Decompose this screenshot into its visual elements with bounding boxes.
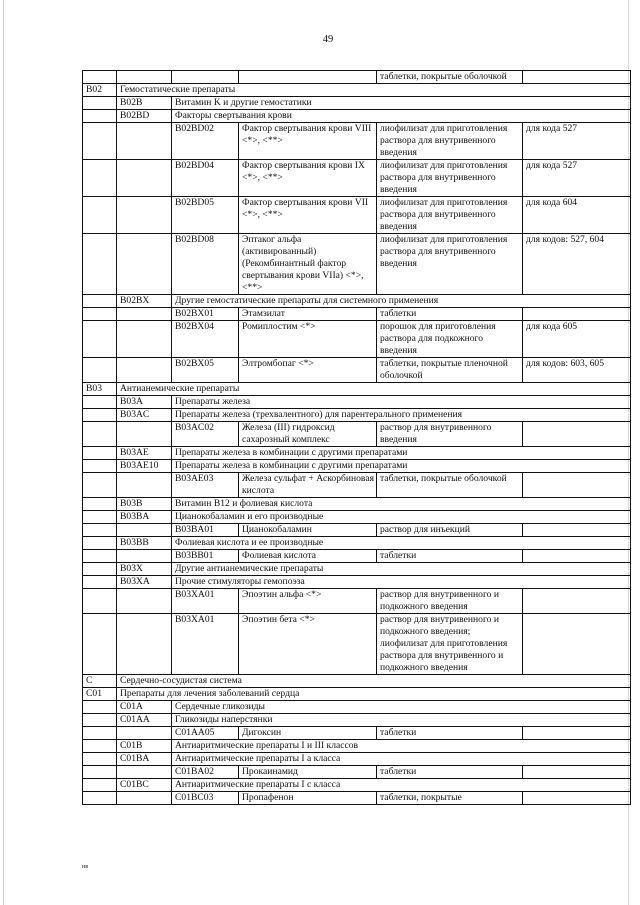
subgroup-code-cell: B02BD — [117, 110, 172, 123]
table-row — [83, 727, 631, 740]
table-row — [83, 84, 631, 97]
empty-cell — [83, 614, 117, 675]
note-cell — [523, 71, 631, 84]
drug-name-cell: Железа сульфат + Аскорбиновая кислота — [239, 473, 377, 498]
empty-cell — [117, 71, 172, 84]
note-cell — [523, 614, 631, 675]
empty-cell — [117, 308, 172, 321]
empty-cell — [117, 614, 172, 675]
dosage-form-cell: раствор для внутривенного и подкожного введения — [377, 589, 523, 614]
drug-name-cell: Эптаког альфа (активированный) (Рекомбинантный фактор свертывания крови VIIa) <*>, <**> — [239, 234, 377, 295]
empty-cell — [83, 409, 117, 422]
empty-cell — [83, 308, 117, 321]
dosage-form-cell: таблетки — [377, 550, 523, 563]
table-row — [83, 234, 631, 295]
table-row — [83, 71, 631, 84]
table-row — [83, 97, 631, 110]
empty-cell — [83, 740, 117, 753]
table-row — [83, 779, 631, 792]
subgroup-name-cell: Витамин B12 и фолиевая кислота — [172, 498, 631, 511]
subgroup-name-cell: Препараты железа в комбинации с другими препаратами — [172, 460, 631, 473]
drug-code-cell: B02BX01 — [172, 308, 239, 321]
table-row — [83, 110, 631, 123]
drug-code-cell: B02BX05 — [172, 358, 239, 383]
table-row — [83, 160, 631, 197]
note-cell — [523, 766, 631, 779]
drug-name-cell: Эпоэтин бета <*> — [239, 614, 377, 675]
empty-cell — [83, 753, 117, 766]
drug-code-cell: B03XA01 — [172, 614, 239, 675]
subgroup-name-cell: Гликозиды наперстянки — [172, 714, 631, 727]
drug-classification-table — [82, 70, 631, 805]
subgroup-name-cell: Препараты железа — [172, 396, 631, 409]
subgroup-name-cell: Другие антианемические препараты — [172, 563, 631, 576]
drug-code-cell: B03BA01 — [172, 524, 239, 537]
subgroup-name-cell: Цианокобаламин и его производные — [172, 511, 631, 524]
empty-cell — [83, 524, 117, 537]
subgroup-code-cell: B03AE10 — [117, 460, 172, 473]
empty-cell — [83, 358, 117, 383]
subgroup-code-cell: B03X — [117, 563, 172, 576]
table-row — [83, 537, 631, 550]
empty-cell — [83, 589, 117, 614]
drug-name-cell: Пропафенон — [239, 792, 377, 805]
footer-mark: нв — [82, 864, 89, 870]
empty-cell — [117, 160, 172, 197]
table-row — [83, 447, 631, 460]
note-cell — [523, 589, 631, 614]
dosage-form-cell: таблетки — [377, 766, 523, 779]
drug-code-cell: B03AE03 — [172, 473, 239, 498]
empty-cell — [117, 321, 172, 358]
subgroup-name-cell: Фолиевая кислота и ее производные — [172, 537, 631, 550]
empty-cell — [117, 766, 172, 779]
group-name-cell: Гемостатические препараты — [117, 84, 631, 97]
drug-code-cell — [172, 71, 239, 84]
dosage-form-cell: таблетки, покрытые — [377, 792, 523, 805]
drug-name-cell: Этамзилат — [239, 308, 377, 321]
dosage-form-cell: лиофилизат для приготовления раствора для внутривенного введения — [377, 123, 523, 160]
subgroup-code-cell: C01AA — [117, 714, 172, 727]
subgroup-code-cell: B03AE — [117, 447, 172, 460]
empty-cell — [117, 550, 172, 563]
group-code-cell: B03 — [83, 383, 117, 396]
empty-cell — [83, 727, 117, 740]
subgroup-code-cell: B03A — [117, 396, 172, 409]
empty-cell — [117, 589, 172, 614]
table-row — [83, 511, 631, 524]
table-row — [83, 589, 631, 614]
note-cell — [523, 550, 631, 563]
subgroup-code-cell: C01B — [117, 740, 172, 753]
subgroup-name-cell: Прочие стимуляторы гемопоэза — [172, 576, 631, 589]
empty-cell — [83, 197, 117, 234]
drug-name-cell: Железа (III) гидроксид сахарозный комплекс — [239, 422, 377, 447]
subgroup-name-cell: Витамин K и другие гемостатики — [172, 97, 631, 110]
dosage-form-cell: раствор для инъекций — [377, 524, 523, 537]
empty-cell — [83, 550, 117, 563]
note-cell — [523, 308, 631, 321]
table-row — [83, 396, 631, 409]
drug-name-cell: Фолиевая кислота — [239, 550, 377, 563]
empty-cell — [83, 537, 117, 550]
drug-name-cell: Фактор свертывания крови IX <*>, <**> — [239, 160, 377, 197]
empty-cell — [117, 422, 172, 447]
table-row — [83, 358, 631, 383]
table-row — [83, 383, 631, 396]
group-name-cell: Препараты для лечения заболеваний сердца — [117, 688, 631, 701]
subgroup-name-cell: Препараты железа в комбинации с другими препаратами — [172, 447, 631, 460]
subgroup-code-cell: C01BC — [117, 779, 172, 792]
table-row — [83, 308, 631, 321]
subgroup-name-cell: Сердечные гликозиды — [172, 701, 631, 714]
drug-code-cell: B03XA01 — [172, 589, 239, 614]
subgroup-code-cell: C01A — [117, 701, 172, 714]
empty-cell — [83, 110, 117, 123]
table-row — [83, 701, 631, 714]
drug-name-cell: Цианокобаламин — [239, 524, 377, 537]
group-code-cell: C01 — [83, 688, 117, 701]
table-row — [83, 675, 631, 688]
group-name-cell: Антианемические препараты — [117, 383, 631, 396]
table-row — [83, 688, 631, 701]
empty-cell — [117, 727, 172, 740]
empty-cell — [117, 234, 172, 295]
table-row — [83, 409, 631, 422]
table-row — [83, 321, 631, 358]
note-cell — [523, 524, 631, 537]
drug-name-cell: Элтромбопаг <*> — [239, 358, 377, 383]
dosage-form-cell: лиофилизат для приготовления раствора для внутривенного введения — [377, 160, 523, 197]
drug-name-cell: Фактор свертывания крови VII <*>, <**> — [239, 197, 377, 234]
empty-cell — [83, 473, 117, 498]
empty-cell — [83, 792, 117, 805]
table-row — [83, 460, 631, 473]
empty-cell — [83, 498, 117, 511]
table-row — [83, 550, 631, 563]
note-cell: для кода 604 — [523, 197, 631, 234]
drug-code-cell: B03BB01 — [172, 550, 239, 563]
scan-edge-left — [3, 0, 4, 905]
drug-code-cell: B03AC02 — [172, 422, 239, 447]
table-row — [83, 498, 631, 511]
drug-code-cell: B02BD08 — [172, 234, 239, 295]
subgroup-code-cell: B03BB — [117, 537, 172, 550]
table-row — [83, 563, 631, 576]
empty-cell — [83, 563, 117, 576]
table-row — [83, 473, 631, 498]
empty-cell — [83, 701, 117, 714]
dosage-form-cell: таблетки, покрытые пленочной оболочкой — [377, 358, 523, 383]
empty-cell — [117, 123, 172, 160]
drug-code-cell: B02BX04 — [172, 321, 239, 358]
page-number: 49 — [322, 34, 334, 45]
subgroup-code-cell: B03XA — [117, 576, 172, 589]
empty-cell — [83, 447, 117, 460]
empty-cell — [83, 576, 117, 589]
note-cell: для кодов: 527, 604 — [523, 234, 631, 295]
drug-code-cell: C01BA02 — [172, 766, 239, 779]
dosage-form-cell: таблетки — [377, 308, 523, 321]
empty-cell — [83, 396, 117, 409]
subgroup-name-cell: Антиаритмические препараты I и III классов — [172, 740, 631, 753]
empty-cell — [83, 321, 117, 358]
table-body — [83, 71, 631, 805]
subgroup-name-cell: Антиаритмические препараты I с класса — [172, 779, 631, 792]
drug-code-cell: C01BC03 — [172, 792, 239, 805]
empty-cell — [117, 358, 172, 383]
empty-cell — [83, 766, 117, 779]
subgroup-name-cell: Факторы свертывания крови — [172, 110, 631, 123]
drug-code-cell: B02BD02 — [172, 123, 239, 160]
drug-name-cell: Ромиплостим <*> — [239, 321, 377, 358]
empty-cell — [83, 97, 117, 110]
note-cell: для кода 527 — [523, 123, 631, 160]
subgroup-name-cell: Другие гемостатические препараты для системного применения — [172, 295, 631, 308]
group-code-cell: B02 — [83, 84, 117, 97]
table-row — [83, 295, 631, 308]
empty-cell — [83, 714, 117, 727]
empty-cell — [83, 234, 117, 295]
table-row — [83, 524, 631, 537]
drug-code-cell: B02BD05 — [172, 197, 239, 234]
dosage-form-cell: таблетки — [377, 727, 523, 740]
subgroup-name-cell: Антиаритмические препараты I а класса — [172, 753, 631, 766]
drug-code-cell: B02BD04 — [172, 160, 239, 197]
empty-cell — [117, 473, 172, 498]
table-row — [83, 614, 631, 675]
empty-cell — [83, 295, 117, 308]
subgroup-code-cell: B02BX — [117, 295, 172, 308]
empty-cell — [83, 123, 117, 160]
dosage-form-cell: порошок для приготовления раствора для подкожного введения — [377, 321, 523, 358]
group-name-cell: Сердечно-сосудистая система — [117, 675, 631, 688]
note-cell — [523, 792, 631, 805]
drug-name-cell: Эпоэтин альфа <*> — [239, 589, 377, 614]
drug-name-cell: Дигоксин — [239, 727, 377, 740]
subgroup-code-cell: B03BA — [117, 511, 172, 524]
empty-cell — [83, 422, 117, 447]
dosage-form-cell: лиофилизат для приготовления раствора для внутривенного введения — [377, 197, 523, 234]
drug-name-cell: Прокаинамид — [239, 766, 377, 779]
empty-cell — [83, 71, 117, 84]
subgroup-code-cell: B03B — [117, 498, 172, 511]
subgroup-name-cell: Препараты железа (трехвалентного) для парентерального применения — [172, 409, 631, 422]
table-row — [83, 714, 631, 727]
dosage-form-cell: таблетки, покрытые оболочкой — [377, 71, 523, 84]
note-cell — [523, 422, 631, 447]
subgroup-code-cell: B02B — [117, 97, 172, 110]
table-row — [83, 123, 631, 160]
drug-name-cell — [239, 71, 377, 84]
group-code-cell: C — [83, 675, 117, 688]
table-row — [83, 766, 631, 779]
empty-cell — [117, 524, 172, 537]
drug-name-cell: Фактор свертывания крови VIII <*>, <**> — [239, 123, 377, 160]
empty-cell — [117, 792, 172, 805]
drug-code-cell: C01AA05 — [172, 727, 239, 740]
dosage-form-cell: лиофилизат для приготовления раствора для внутривенного введения — [377, 234, 523, 295]
table-row — [83, 197, 631, 234]
dosage-form-cell: раствор для внутривенного и подкожного введения; лиофилизат для приготовления раствора для внутривенного и подкожного введения — [377, 614, 523, 675]
empty-cell — [83, 779, 117, 792]
empty-cell — [83, 460, 117, 473]
table-row — [83, 576, 631, 589]
note-cell: для кода 605 — [523, 321, 631, 358]
empty-cell — [117, 197, 172, 234]
empty-cell — [83, 511, 117, 524]
dosage-form-cell: раствор для внутривенного введения — [377, 422, 523, 447]
table-row — [83, 753, 631, 766]
note-cell: для кода 527 — [523, 160, 631, 197]
table-row — [83, 792, 631, 805]
subgroup-code-cell: C01BA — [117, 753, 172, 766]
dosage-form-cell: таблетки, покрытые оболочкой — [377, 473, 523, 498]
note-cell: для кодов: 603, 605 — [523, 358, 631, 383]
table-row — [83, 422, 631, 447]
note-cell — [523, 473, 631, 498]
subgroup-code-cell: B03AC — [117, 409, 172, 422]
note-cell — [523, 727, 631, 740]
empty-cell — [83, 160, 117, 197]
table-row — [83, 740, 631, 753]
